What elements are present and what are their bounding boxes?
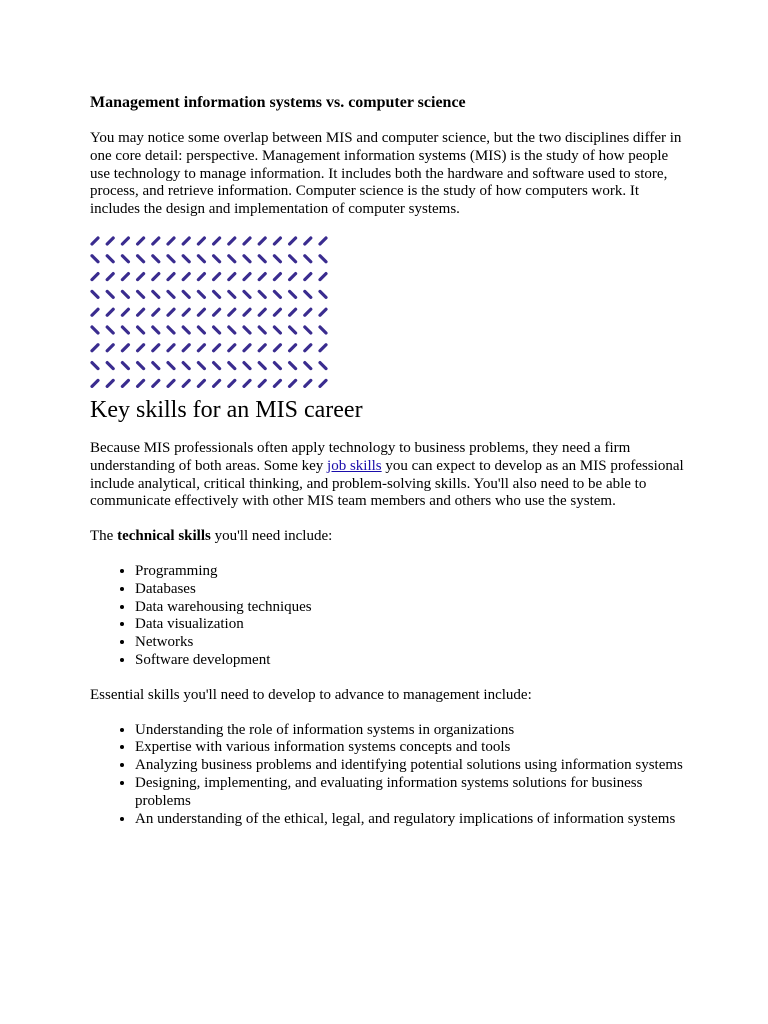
section-title-mis-vs-cs: Management information systems vs. computer science (90, 94, 466, 111)
pattern-dash (122, 327, 128, 333)
pattern-dash (290, 291, 296, 297)
technical-intro-prefix: The (90, 528, 118, 545)
pattern-dash (244, 274, 250, 280)
pattern-dash (214, 327, 220, 333)
pattern-dash (229, 345, 235, 351)
pattern-dash (305, 274, 311, 280)
list-item: • Data visualization (135, 616, 686, 634)
article-body (90, 93, 686, 845)
pattern-dash (168, 291, 174, 297)
pattern-dash (274, 327, 280, 333)
pattern-dash (259, 256, 265, 262)
pattern-dash (320, 363, 326, 369)
pattern-dash (138, 256, 144, 262)
pattern-dash (259, 291, 265, 297)
pattern-dash (138, 345, 144, 351)
pattern-dash (138, 238, 144, 244)
pattern-dash (122, 380, 128, 386)
pattern-dash (138, 291, 144, 297)
pattern-dash (183, 363, 189, 369)
pattern-dash (320, 327, 326, 333)
pattern-dash (138, 363, 144, 369)
pattern-dash (153, 256, 159, 262)
pattern-dash (290, 327, 296, 333)
pattern-dash (229, 238, 235, 244)
pattern-dash (244, 363, 250, 369)
pattern-dash (183, 274, 189, 280)
list-item: • Software development (135, 652, 686, 670)
technical-skills-intro (90, 528, 686, 546)
list-item: • Networks (135, 634, 686, 652)
pattern-dash (138, 274, 144, 280)
pattern-dash (138, 309, 144, 315)
pattern-dash (244, 291, 250, 297)
list-item: • Databases (135, 581, 686, 599)
pattern-dash (107, 274, 113, 280)
pattern-dash (168, 327, 174, 333)
pattern-dash (122, 238, 128, 244)
pattern-dash (107, 309, 113, 315)
pattern-dash (183, 327, 189, 333)
list-item: • Analyzing business problems and identifying potential solutions using information systems (135, 757, 686, 775)
pattern-dash (183, 345, 189, 351)
pattern-dash (183, 309, 189, 315)
essential-skills-intro: Essential skills you'll need to develop to advance to management include: (90, 686, 532, 703)
pattern-dash (198, 380, 204, 386)
pattern-dash (198, 274, 204, 280)
job-skills-link[interactable]: job skills (327, 457, 382, 474)
pattern-dash (244, 327, 250, 333)
pattern-dash (214, 274, 220, 280)
pattern-dash (107, 363, 113, 369)
mis-vs-cs-paragraph: You may notice some overlap between MIS and computer science, but the two disciplines differ in one core detail: perspective. Management information systems (MIS) is the study of how people use technology to manage information. It includes both the hardware and software used to store, process, and retrieve information. Computer science is the study of how computers work. It includes the design and implementation of computer systems. (90, 130, 682, 218)
pattern-dash (168, 238, 174, 244)
pattern-dash (320, 274, 326, 280)
pattern-dash (259, 238, 265, 244)
pattern-dash (244, 345, 250, 351)
list-item: • An understanding of the ethical, legal, and regulatory implications of information systems (135, 811, 686, 829)
pattern-dash (305, 291, 311, 297)
pattern-dash (274, 238, 280, 244)
pattern-dash (274, 256, 280, 262)
intro-text-after-link: you can expect to develop as an MIS professional include analytical, critical thinking, and problem-solving skills. You'll also need to be able to communicate effectively with other MIS team members and others who use the system. (90, 457, 684, 510)
pattern-dash (92, 327, 98, 333)
list-item: • Data warehousing techniques (135, 599, 686, 617)
pattern-dash (122, 256, 128, 262)
pattern-dash (107, 327, 113, 333)
pattern-dash (259, 380, 265, 386)
pattern-dash (305, 345, 311, 351)
pattern-dash (305, 363, 311, 369)
pattern-dash (214, 363, 220, 369)
pattern-dash (92, 256, 98, 262)
pattern-dash (274, 291, 280, 297)
list-item: • Understanding the role of information systems in organizations (135, 722, 686, 740)
pattern-dash (320, 238, 326, 244)
pattern-dash (107, 380, 113, 386)
pattern-dash (214, 291, 220, 297)
pattern-dash (305, 256, 311, 262)
pattern-dash (305, 380, 311, 386)
pattern-dash (122, 309, 128, 315)
pattern-dash (214, 238, 220, 244)
technical-intro-suffix: you'll need include: (210, 528, 333, 545)
pattern-dash (198, 238, 204, 244)
pattern-dash (214, 309, 220, 315)
pattern-dash (92, 309, 98, 315)
pattern-dash (229, 380, 235, 386)
pattern-dash (290, 345, 296, 351)
pattern-dash (122, 345, 128, 351)
pattern-dash (244, 238, 250, 244)
pattern-dash (320, 291, 326, 297)
list-item: • Expertise with various information systems concepts and tools (135, 739, 686, 757)
pattern-dash (274, 363, 280, 369)
pattern-dash (274, 380, 280, 386)
pattern-dash (198, 309, 204, 315)
pattern-dash (274, 274, 280, 280)
pattern-dash (107, 238, 113, 244)
pattern-dash (290, 256, 296, 262)
pattern-dash (259, 345, 265, 351)
pattern-dash (290, 309, 296, 315)
essential-skills-list (90, 722, 686, 829)
pattern-dash (92, 238, 98, 244)
pattern-dash (168, 345, 174, 351)
pattern-dash (183, 380, 189, 386)
pattern-dash (183, 256, 189, 262)
pattern-dash (198, 291, 204, 297)
pattern-dash (305, 309, 311, 315)
pattern-dash (305, 238, 311, 244)
pattern-dash (259, 327, 265, 333)
pattern-dash (138, 380, 144, 386)
pattern-dash (259, 274, 265, 280)
list-item: • Designing, implementing, and evaluating information systems solutions for business problems (135, 775, 686, 811)
pattern-dash (198, 256, 204, 262)
pattern-dash (290, 238, 296, 244)
pattern-dash (92, 345, 98, 351)
pattern-dash (153, 345, 159, 351)
pattern-dash (138, 327, 144, 333)
pattern-dash (153, 363, 159, 369)
pattern-dash (92, 380, 98, 386)
pattern-dash (153, 309, 159, 315)
pattern-dash (153, 291, 159, 297)
technical-skills-bold: technical skills (117, 528, 211, 545)
pattern-dash (92, 291, 98, 297)
pattern-dash (122, 363, 128, 369)
intro-text-before-link: Because MIS professionals often apply technology to business problems, they need a firm understanding of both areas. Some key (90, 439, 631, 474)
pattern-dash (92, 274, 98, 280)
pattern-dash (320, 380, 326, 386)
pattern-dash (320, 309, 326, 315)
pattern-dash (107, 256, 113, 262)
pattern-dash (229, 309, 235, 315)
pattern-dash (320, 256, 326, 262)
pattern-dash (168, 363, 174, 369)
pattern-dash (168, 309, 174, 315)
pattern-dash (153, 238, 159, 244)
pattern-dash (153, 327, 159, 333)
pattern-dash (153, 380, 159, 386)
pattern-dash (122, 291, 128, 297)
pattern-dash (244, 256, 250, 262)
list-item: • Programming (135, 563, 686, 581)
pattern-dash (198, 345, 204, 351)
pattern-dash (274, 345, 280, 351)
pattern-dash (198, 327, 204, 333)
pattern-dash (244, 309, 250, 315)
pattern-dash (259, 309, 265, 315)
key-skills-intro (90, 440, 686, 511)
pattern-dash (107, 345, 113, 351)
pattern-dash (305, 327, 311, 333)
pattern-dash (153, 274, 159, 280)
pattern-dash (168, 256, 174, 262)
technical-skills-list (90, 563, 686, 670)
pattern-dash (183, 291, 189, 297)
pattern-dash (198, 363, 204, 369)
pattern-dash (183, 238, 189, 244)
pattern-dash (244, 380, 250, 386)
pattern-dash (107, 291, 113, 297)
pattern-dash (122, 274, 128, 280)
pattern-dash (168, 380, 174, 386)
pattern-dash (290, 363, 296, 369)
pattern-dash (290, 380, 296, 386)
pattern-dash (229, 327, 235, 333)
pattern-dash (214, 345, 220, 351)
pattern-dash (92, 363, 98, 369)
pattern-dash (320, 345, 326, 351)
pattern-dash (214, 380, 220, 386)
pattern-dash (229, 274, 235, 280)
pattern-dash (229, 256, 235, 262)
pattern-dash (259, 363, 265, 369)
key-skills-heading: Key skills for an MIS career (90, 396, 363, 423)
pattern-dash (214, 256, 220, 262)
pattern-dash (229, 363, 235, 369)
pattern-dash (229, 291, 235, 297)
pattern-dash (274, 309, 280, 315)
decorative-dash-pattern (90, 236, 330, 388)
pattern-dash (168, 274, 174, 280)
pattern-dash (290, 274, 296, 280)
